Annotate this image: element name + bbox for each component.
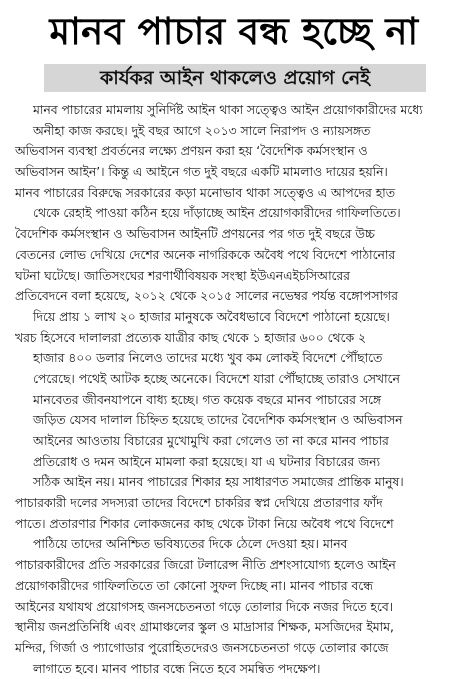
body-line: বৈদেশিক কর্মসংস্থান ও অভিবাসন আইনটি প্রণয়নের পর গত দুই বছরে উচ্চ — [15, 227, 375, 242]
body-line: প্রতিরোধ ও দমন আইনে মামলা করা হয়েছে। যা এ ঘটনার বিচারের জন্য — [33, 454, 381, 469]
body-line: সঠিক আইন নয়। মানব পাচারের শিকার হয় সাধারণত সমাজের প্রান্তিক মানুষ। — [33, 475, 404, 490]
body-line: পাতে। প্রতারণার শিকার লোকজনের কাছ থেকে টাকা নিয়ে অবৈধ পথে বিদেশে — [15, 516, 394, 531]
body-line: লাগাতে হবে। মানব পাচার বন্ধে নিতে হবে সমন্বিত পদক্ষেপ। — [33, 661, 321, 676]
body-line: পাচারকারীদের প্রতি সরকারের জিরো টলারেন্স নীতি প্রশংসাযোগ্য হলেও আইন — [15, 558, 396, 573]
body-line: পাচারকারী দলের সদস্যরা তাদের বিদেশে চাকরির স্বপ্ন দেখিয়ে প্রতারণার ফাঁদ — [15, 496, 383, 511]
body-line: মানব পাচারের মামলায় সুনির্দিষ্ট আইন থাকা সত্ত্বেও আইন প্রয়োগকারীদের মধ্যে — [33, 103, 423, 117]
body-line: আইনের যথাযথ প্রয়োগসহ জনসচেতনতা গড়ে তোলার দিকে নজর দিতে হবে। — [15, 599, 394, 614]
body-line: পাঠিয়ে তাদের অনিশ্চিত ভবিষ্যতের দিকে ঠেলে দেওয়া হয়। মানব — [33, 537, 348, 552]
article-body — [15, 100, 459, 676]
body-line: থেকে রেহাই পাওয়া কঠিন হয়ে দাঁড়াচ্ছে আইন প্রয়োগকারীদের গাফিলতিতে। — [33, 206, 401, 221]
body-line: অভিবাসন আইন’। কিন্তু এ আইনে গত দুই বছরে একটি মামলাও দায়ের হয়নি। — [15, 165, 388, 180]
body-line: স্থানীয় জনপ্রতিনিধি এবং গ্রামাঞ্চলের স্কুল ও মাদ্রাসার শিক্ষক, মসজিদের ইমাম, — [15, 620, 394, 635]
body-line: ঘটনা ঘটেছে। জাতিসংঘের শরণার্থীবিষয়ক সংস্থা ইউএনএইচসিআরের — [15, 268, 350, 283]
headline: মানব পাচার বন্ধ হচ্ছে না — [49, 10, 419, 53]
body-line: খরচ হিসেবে দালালরা প্রত্যেক যাত্রীর কাছ থেকে ১ হাজার ৬০০ থেকে ২ — [15, 330, 366, 345]
body-line: অভিবাসন ব্যবস্থা প্রবর্তনের লক্ষ্যে প্রণয়ন করা হয় ‘বৈদেশিক কর্মসংস্থান ও — [15, 144, 368, 159]
body-line: বেতনের লোভ দেখিয়ে দেশের অনেক নাগরিককে অবৈধ পথে বিদেশে পাঠানোর — [15, 247, 396, 262]
body-line: মানব পাচারের বিরুদ্ধে সরকারের কড়া মনোভাব থাকা সত্ত্বেও এ আপদের হাত — [15, 185, 395, 200]
body-line: প্রতিবেদনে বলা হয়েছে, ২০১২ থেকে ২০১৫ সালের নভেম্বর পর্যন্ত বঙ্গোপসাগর — [15, 289, 398, 304]
body-line: পেরেছে। পথেই আটক হচ্ছে অনেকে। বিদেশে যারা পৌঁছাচ্ছে তারাও সেখানে — [33, 371, 400, 386]
body-line: মানবেতর জীবনযাপনে বাধ্য হচ্ছে। গত কয়েক বছরে মানব পাচারের সঙ্গে — [33, 392, 382, 407]
body-line: অনীহা কাজ করছে। দুই বছর আগে ২০১৩ সালে নিরাপদ ও ন্যায়সঙ্গত — [33, 123, 371, 138]
body-line: প্রয়োগকারীদের গাফিলতিতে তা কোনো সুফল দিচ্ছে না। মানব পাচার বন্ধে — [15, 578, 373, 593]
body-line: জড়িত যেসব দালাল চিহ্নিত হয়েছে তাদের বৈদেশিক কর্মসংস্থান ও অভিবাসন — [33, 413, 403, 428]
body-line: আইনের আওতায় বিচারের মুখোমুখি করা গেলেও তা না করে মানব পাচার — [33, 434, 389, 448]
body-line: মন্দির, গির্জা ও প্যাগোডার পুরোহিতদেরও জনসচেতনতা গড়ে তোলার কাজে — [15, 640, 389, 655]
body-line: দিয়ে প্রায় ১ লাখ ২০ হাজার মানুষকে অবৈধভাবে বিদেশে পাঠানো হয়েছে। — [33, 309, 390, 324]
subheadline: কার্যকর আইন থাকলেও প্রয়োগ নেই — [99, 67, 371, 89]
body-line: হাজার ৪০০ ডলার নিলেও তাদের মধ্যে খুব কম লোকই বিদেশে পৌঁছাতে — [33, 351, 383, 366]
